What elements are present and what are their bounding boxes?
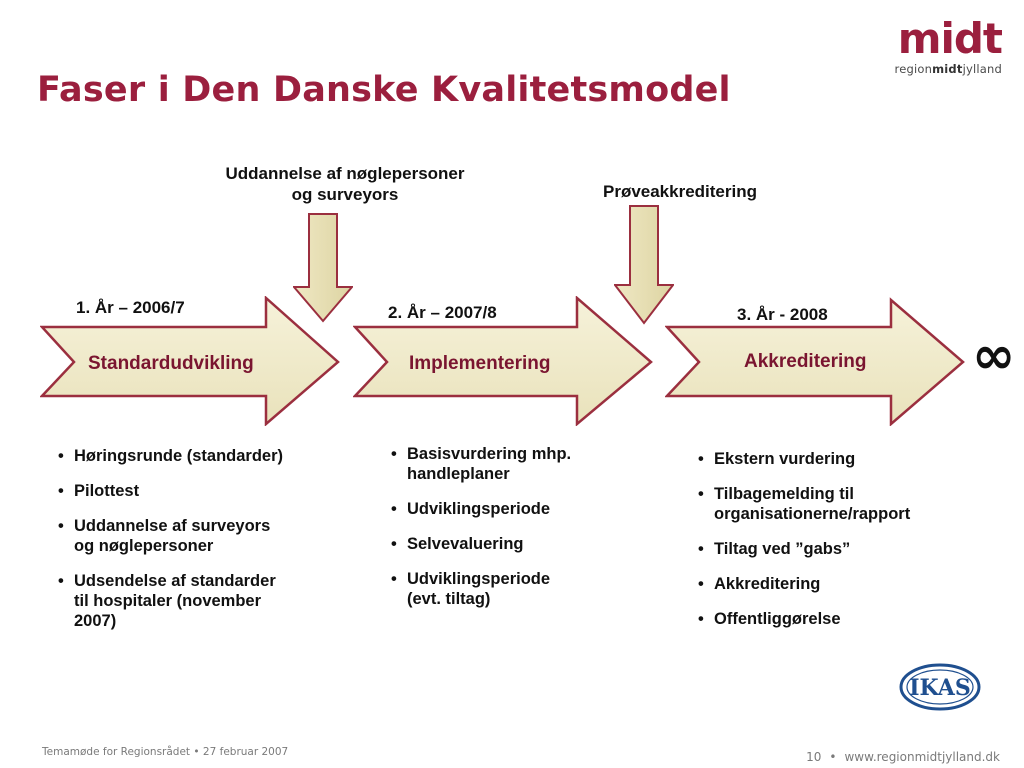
page-title: Faser i Den Danske Kvalitetsmodel bbox=[37, 70, 731, 110]
bullet-icon: • bbox=[58, 572, 64, 590]
list-item bbox=[391, 569, 651, 609]
phase-label-1: Standardudvikling bbox=[88, 353, 254, 374]
list-item-text: Selvevaluering bbox=[407, 535, 524, 553]
list-item-text: organisationerne/rapport bbox=[714, 505, 911, 523]
list-item-text: (evt. tiltag) bbox=[407, 590, 491, 608]
bullet-icon: • bbox=[698, 610, 704, 628]
phase-label-2: Implementering bbox=[409, 353, 551, 374]
list-item bbox=[698, 539, 998, 559]
input-label-line: Prøveakkreditering bbox=[602, 182, 757, 201]
list-item-text: Udviklingsperiode bbox=[407, 500, 551, 518]
list-item bbox=[698, 609, 998, 629]
infinity-icon: ∞ bbox=[972, 326, 1016, 386]
list-item bbox=[58, 481, 358, 501]
ikas-logo bbox=[898, 660, 982, 714]
logo-sub-bold: midt bbox=[932, 62, 963, 76]
list-item-text: Pilottest bbox=[74, 482, 140, 500]
bullet-icon: • bbox=[58, 447, 64, 465]
footer-url-link[interactable]: www.regionmidtjylland.dk bbox=[844, 750, 1000, 764]
phase-year-1: 1. År – 2006/7 bbox=[76, 298, 185, 317]
list-item-text: Høringsrunde (standarder) bbox=[74, 447, 284, 465]
list-item-text: Tiltag ved ”gabs” bbox=[714, 540, 851, 558]
list-item-text: Ekstern vurdering bbox=[714, 450, 856, 468]
bullet-icon: • bbox=[698, 485, 704, 503]
bullet-icon: • bbox=[698, 540, 704, 558]
bullet-icon: • bbox=[58, 517, 64, 535]
list-item-text: og nøglepersoner bbox=[74, 537, 214, 555]
bullet-list-phase-2 bbox=[391, 444, 651, 624]
input-label-training bbox=[190, 163, 500, 205]
input-label-trial-accreditation bbox=[560, 181, 800, 202]
list-item bbox=[58, 516, 358, 556]
list-item-text: Udsendelse af standarder bbox=[74, 572, 276, 590]
bullet-icon: • bbox=[391, 570, 397, 588]
list-item bbox=[698, 574, 998, 594]
list-item bbox=[698, 449, 998, 469]
bullet-icon: • bbox=[58, 482, 64, 500]
bullet-list-phase-1 bbox=[58, 446, 358, 646]
page-number: 10 bbox=[806, 750, 822, 764]
input-label-line: Uddannelse af nøglepersoner bbox=[225, 164, 465, 183]
list-item bbox=[698, 484, 998, 524]
phase-year-2: 2. År – 2007/8 bbox=[388, 303, 497, 322]
bullet-icon: • bbox=[391, 445, 397, 463]
ikas-logo-text: IKAS bbox=[909, 675, 971, 701]
list-item-text: til hospitaler (november bbox=[74, 592, 262, 610]
list-item-text: Tilbagemelding til bbox=[714, 485, 854, 503]
list-item bbox=[391, 534, 651, 554]
list-item-text: Basisvurdering mhp. bbox=[407, 445, 572, 463]
footer-right bbox=[806, 750, 1000, 764]
logo-mark: midt bbox=[897, 14, 1002, 63]
phase-year-3: 3. År - 2008 bbox=[737, 305, 828, 324]
list-item bbox=[391, 444, 651, 484]
bullet-list-phase-3 bbox=[698, 449, 998, 644]
logo-sub-suffix: jylland bbox=[962, 62, 1002, 76]
list-item-text: Akkreditering bbox=[714, 575, 821, 593]
list-item-text: Offentliggørelse bbox=[714, 610, 841, 628]
bullet-icon: • bbox=[391, 500, 397, 518]
region-midt-logo bbox=[852, 14, 1002, 76]
list-item bbox=[58, 571, 358, 631]
list-item-text: Udviklingsperiode bbox=[407, 570, 551, 588]
list-item bbox=[391, 499, 651, 519]
list-item-text: Uddannelse af surveyors bbox=[74, 517, 271, 535]
list-item-text: handleplaner bbox=[407, 465, 510, 483]
footer-meeting-info: Temamøde for Regionsrådet • 27 februar 2007 bbox=[42, 746, 289, 758]
logo-sub-prefix: region bbox=[894, 62, 933, 76]
input-label-line: og surveyors bbox=[291, 185, 399, 204]
bullet-icon: • bbox=[391, 535, 397, 553]
phase-label-3: Akkreditering bbox=[744, 351, 867, 372]
bullet-icon: • bbox=[698, 575, 704, 593]
bullet-icon: • bbox=[698, 450, 704, 468]
logo-subtitle bbox=[852, 62, 1002, 76]
list-item-text: 2007) bbox=[74, 612, 117, 630]
list-item bbox=[58, 446, 358, 466]
footer-separator: • bbox=[829, 750, 837, 764]
